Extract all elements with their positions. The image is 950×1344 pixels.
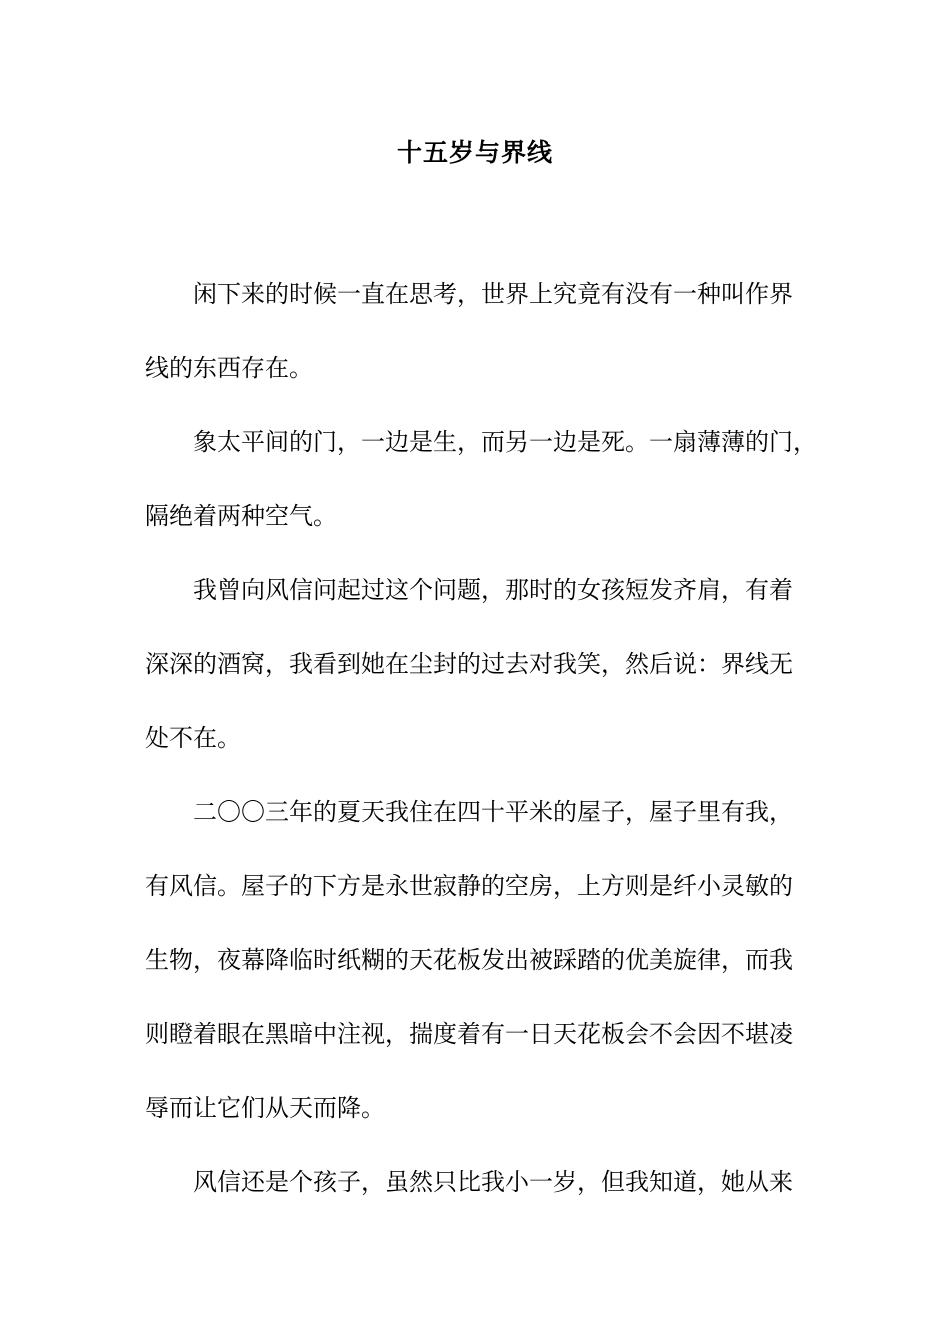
document-body	[145, 257, 817, 1219]
paragraph	[145, 553, 810, 775]
text-line: 有风信。屋子的下方是永世寂静的空房，上方则是纤小灵敏的	[145, 872, 793, 900]
text-line: 深深的酒窝，我看到她在尘封的过去对我笑，然后说：界线无	[145, 650, 793, 678]
text-line: 则瞪着眼在黑暗中注视，揣度着有一日天花板会不会因不堪凌	[145, 1020, 793, 1048]
document-title: 十五岁与界线	[396, 138, 553, 167]
paragraph	[145, 257, 810, 405]
paragraph	[145, 1145, 810, 1219]
paragraph	[145, 405, 817, 553]
text-line: 线的东西存在。	[145, 354, 313, 382]
text-line: 生物，夜幕降临时纸糊的天花板发出被踩踏的优美旋律，而我	[145, 946, 793, 974]
text-line: 隔绝着两种空气。	[145, 502, 337, 530]
text-line: 风信还是个孩子，虽然只比我小一岁，但我知道，她从来	[193, 1168, 793, 1196]
text-line: 我曾向风信问起过这个问题，那时的女孩短发齐肩，有着	[193, 576, 793, 604]
text-line: 闲下来的时候一直在思考，世界上究竟有没有一种叫作界	[193, 280, 793, 308]
text-line: 处不在。	[145, 724, 241, 752]
text-line: 二〇〇三年的夏天我住在四十平米的屋子，屋子里有我，	[193, 798, 793, 826]
text-line: 辱而让它们从天而降。	[145, 1094, 385, 1122]
paragraph	[145, 775, 810, 1145]
text-line: 象太平间的门，一边是生，而另一边是死。一扇薄薄的门，	[193, 428, 817, 456]
